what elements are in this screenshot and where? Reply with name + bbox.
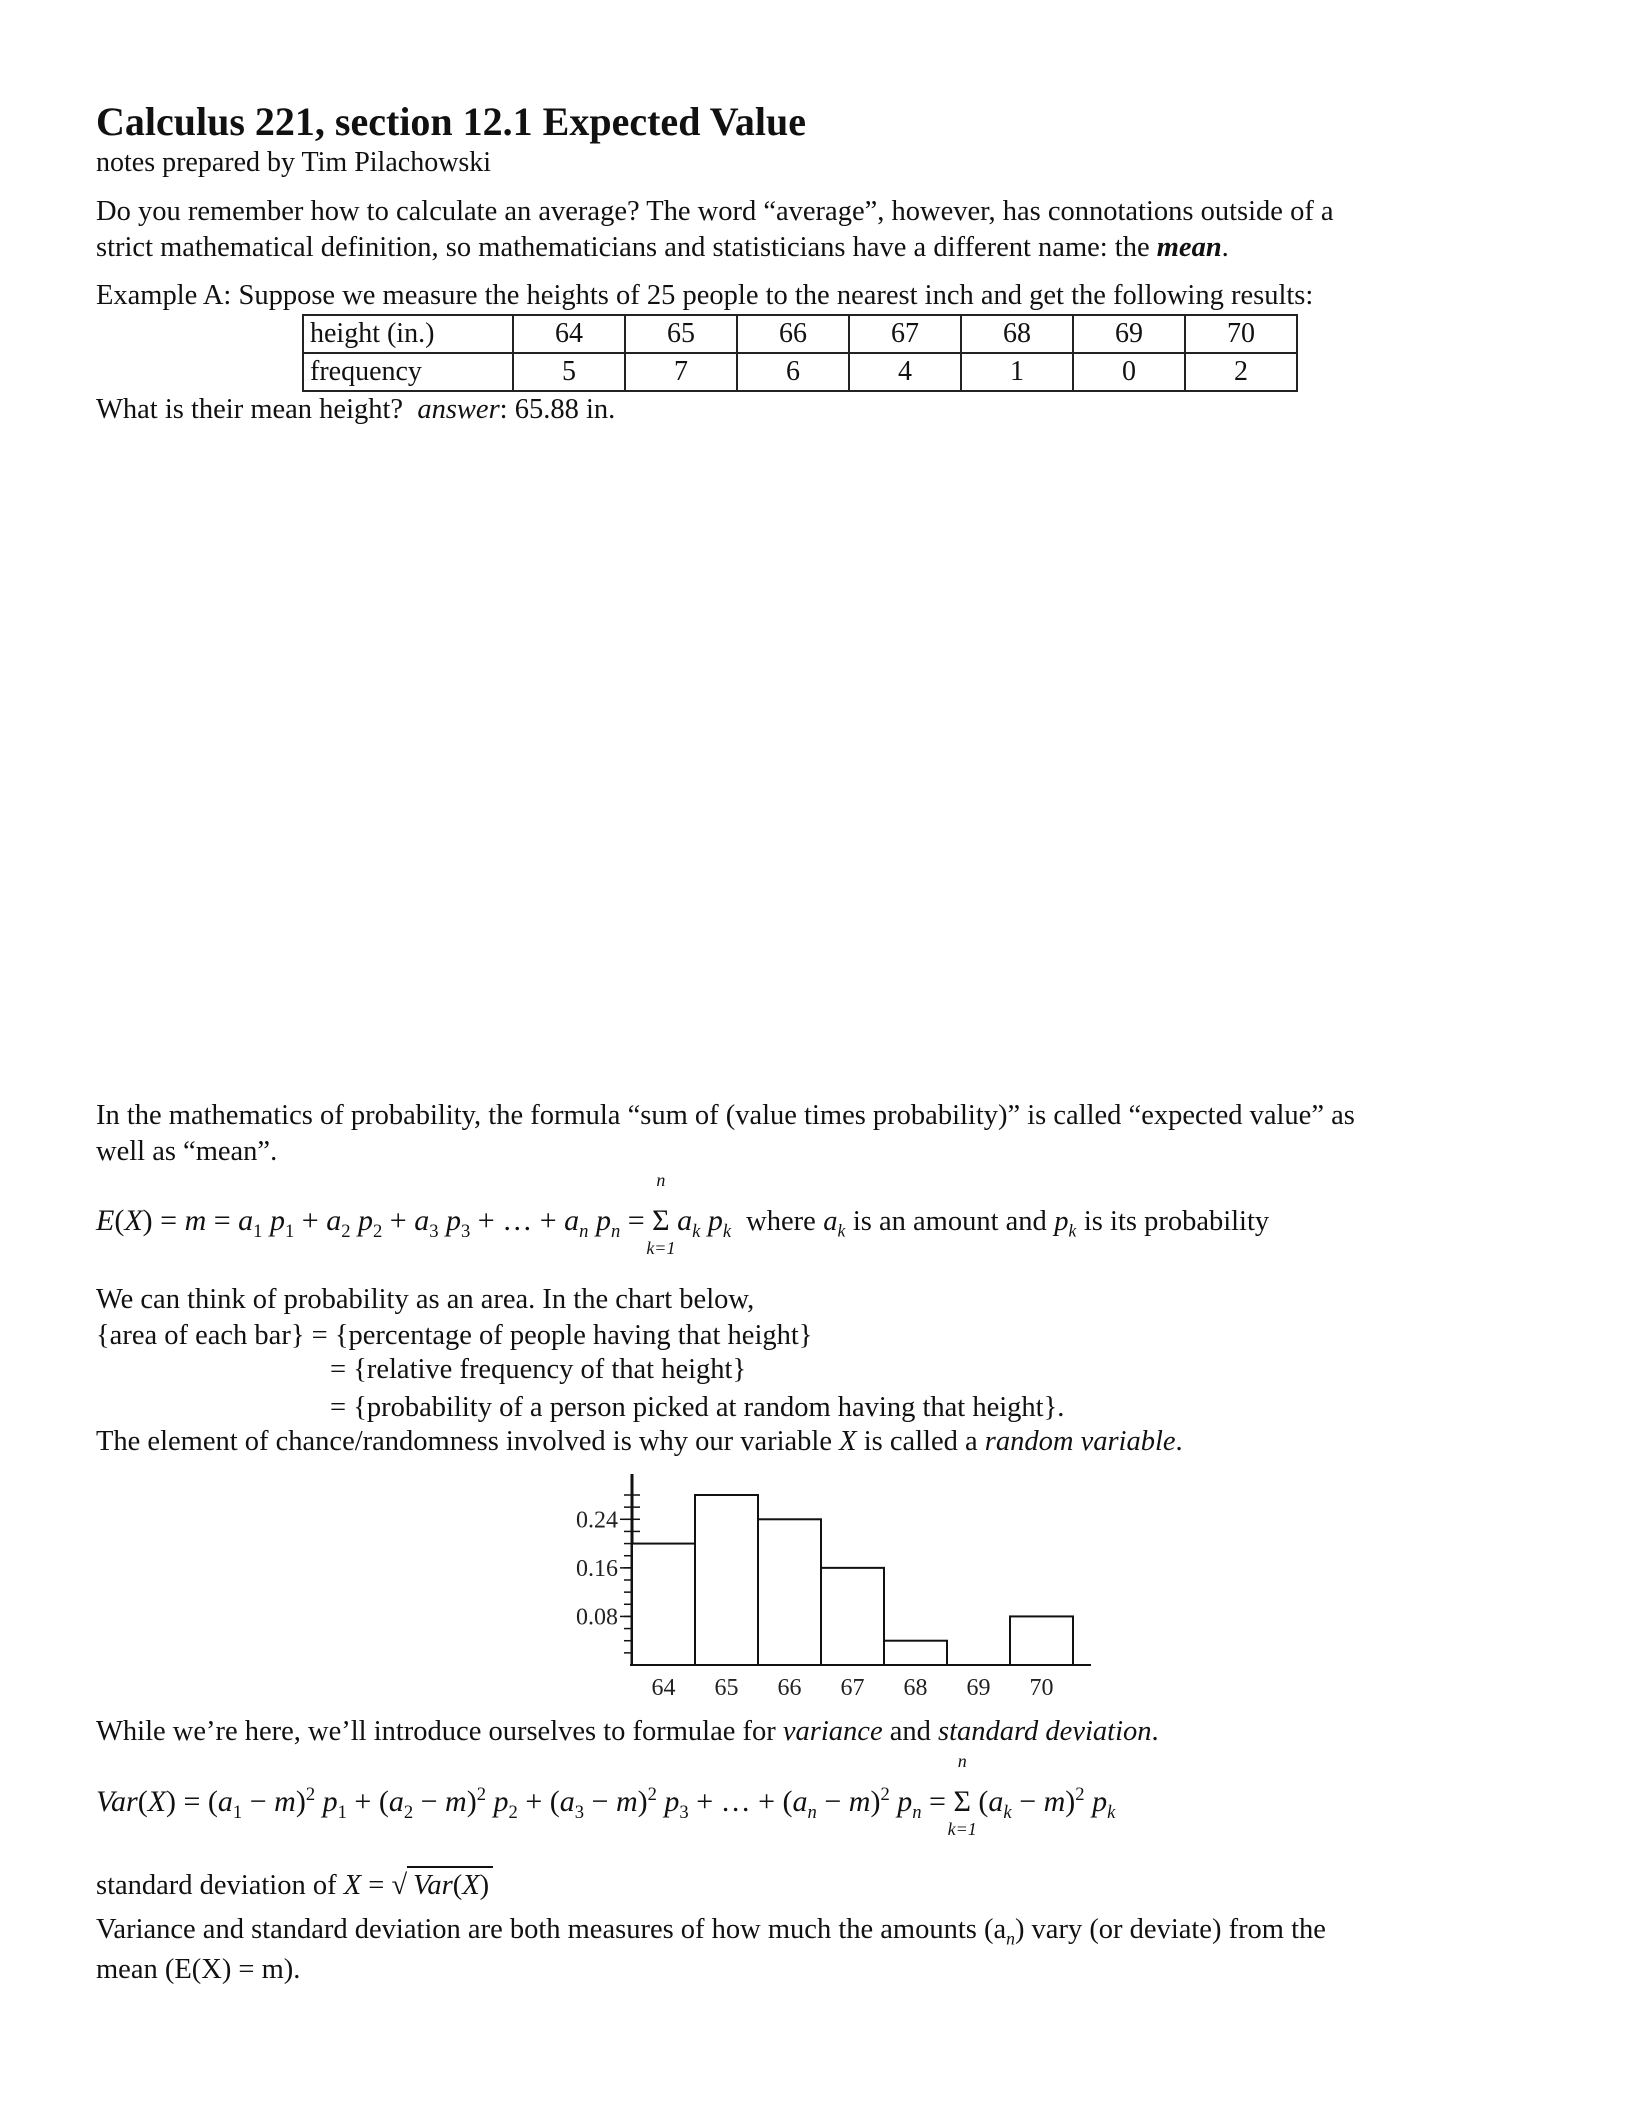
height-frequency-table [302,314,1298,392]
table-cell: 66 [737,315,849,353]
y-tick-label: 0.24 [576,1507,618,1534]
area-line-4: = {probability of a person picked at random having that height}. [330,1392,1065,1423]
expected-line-2: well as “mean”. [96,1136,278,1167]
probability-text: is its probability [1083,1206,1270,1237]
table-cell: 68 [961,315,1073,353]
mean-term: mean [1156,232,1222,263]
table-row-heights [303,315,1297,353]
histogram-bar [695,1495,758,1665]
x-tick-label: 67 [840,1675,865,1701]
variance-period: . [1151,1716,1159,1747]
table-row-label: frequency [303,353,513,391]
expected-line-1: In the mathematics of probability, the formula “sum of (value times probability)” is called “expected value” as [96,1100,1355,1131]
histogram-bar [632,1544,695,1665]
closing-text: ) vary (or deviate) from the [1014,1914,1326,1945]
x-tick-label: 68 [903,1675,928,1701]
variance-equation: $Var(X) = (a_1 - m)^2$ $p_1 + (a_2 - m)^2$ $p_2 + (a_3 - m)^2$ $p_3$ + … + $(a_n - m)^2$ $p_n$ = n Σ k=1 $(a_k - m)^2$ $p_k$ [96,1751,1116,1839]
expected-value-equation: $E(X) = m = a_1$ $p_1 + a_2$ $p_2 + a_3$ $p_3$ + … + $a_n$ $p_n$ = n Σ k=1 $a_k$ $p_k$ where $a_k$ is an amount and $p_k$ is its probability [96,1170,1270,1258]
height-histogram [540,1470,1120,1720]
histogram-bar [821,1568,884,1665]
variance-intro [96,1714,1159,1750]
x-tick-label: 69 [966,1675,991,1701]
y-tick-label: 0.08 [576,1604,618,1631]
random-variable-term: random variable [984,1426,1176,1457]
where-text: where [746,1206,816,1237]
table-cell: 0 [1073,353,1185,391]
histogram-bar [884,1641,947,1665]
table-cell: 67 [849,315,961,353]
area-text: The element of chance/randomness involved is why our variable [96,1426,840,1457]
y-tick-label: 0.16 [576,1555,618,1582]
standard-deviation-line: standard deviation of X = √ Var(X) [96,1866,493,1904]
table-cell: 64 [513,315,625,353]
intro-text: strict mathematical definition, so mathematicians and statisticians have a different name: the [96,232,1157,263]
table-cell: 4 [849,353,961,391]
intro-line-1: Do you remember how to calculate an average? The word “average”, however, has connotations outside of a [96,196,1334,227]
table-cell: 69 [1073,315,1185,353]
closing-line-2: mean (E(X) = m). [96,1954,301,1985]
table-cell: 7 [625,353,737,391]
area-period: . [1175,1426,1183,1457]
page-subtitle: notes prepared by Tim Pilachowski [96,147,492,178]
sd-text: standard deviation of [96,1870,344,1901]
x-tick-label: 70 [1029,1675,1054,1701]
x-tick-label: 66 [777,1675,802,1701]
closing-text: Variance and standard deviation are both measures of how much the amounts (a [96,1914,1007,1945]
closing-subscript: n [1006,1928,1015,1949]
table-cell: 2 [1185,353,1297,391]
standard-deviation-term: standard deviation [938,1716,1152,1747]
x-tick-label: 65 [714,1675,739,1701]
example-a-text: Example A: Suppose we measure the heights of 25 people to the nearest inch and get the following results: [96,280,1314,311]
area-line-5 [96,1424,1183,1460]
closing-line-1 [96,1912,1326,1957]
variance-text: and [882,1716,939,1747]
question-text: What is their mean height? [96,394,404,425]
variable-x: X [839,1426,857,1457]
page-title: Calculus 221, section 12.1 Expected Value [96,99,807,144]
variance-text: While we’re here, we’ll introduce ourselves to formulae for [96,1716,783,1747]
table-cell: 65 [625,315,737,353]
table-row-label: height (in.) [303,315,513,353]
summation-symbol: n Σ k=1 [646,1170,676,1258]
area-line-3: = {relative frequency of that height} [330,1354,747,1385]
table-cell: 6 [737,353,849,391]
table-cell: 5 [513,353,625,391]
table-row-frequencies [303,353,1297,391]
table-cell: 1 [961,353,1073,391]
histogram-bar [1010,1616,1073,1665]
intro-period: . [1221,232,1229,263]
question-line [96,392,615,428]
answer-value: : 65.88 in. [499,394,616,425]
summation-symbol: n Σ k=1 [947,1751,977,1839]
x-tick-label: 64 [651,1675,676,1701]
variance-term: variance [782,1716,883,1747]
area-text: is called a [856,1426,985,1457]
answer-label: answer [417,394,500,425]
intro-line-2 [96,230,1229,266]
amount-text: is an amount and [852,1206,1047,1237]
area-line-1: We can think of probability as an area. In the chart below, [96,1284,755,1315]
area-line-2: {area of each bar} = {percentage of people having that height} [96,1320,813,1351]
table-cell: 70 [1185,315,1297,353]
histogram-bar [758,1519,821,1665]
